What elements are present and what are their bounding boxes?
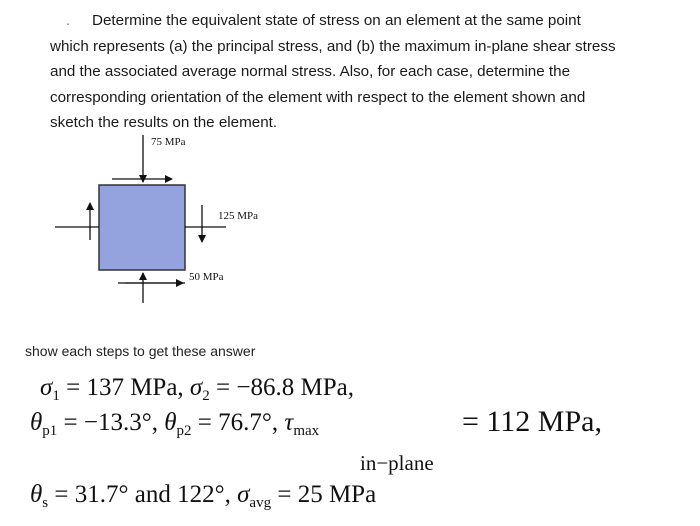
tau-max-value: = 112 MPa, <box>462 405 602 438</box>
bullet: . <box>65 12 71 29</box>
problem-line-2: which represents (a) the principal stress, and (b) the maximum in-plane shear stress <box>50 37 616 55</box>
label-125mpa: 125 MPa <box>218 210 259 222</box>
request-text: show each steps to get these answer <box>25 343 256 359</box>
stress-element <box>99 185 185 270</box>
in-plane-label: in−plane <box>360 451 434 475</box>
problem-statement <box>50 8 690 136</box>
answer-line-2: $\theta_{p1} = -13.3^\circ$, $\theta_{p2} = 76.7^\circ$, $\tau_{max}$ <box>30 409 320 439</box>
problem-line-5: sketch the results on the element. <box>50 114 278 131</box>
label-50mpa: 50 MPa <box>189 271 224 283</box>
stress-element-diagram <box>0 130 300 310</box>
answer-line-3: $\theta_s = 31.7^\circ$ and 122°, $\sigma_{avg} = 25$ MPa <box>30 481 377 511</box>
problem-line-4: corresponding orientation of the element with respect to the element shown and <box>50 88 586 106</box>
problem-line-3: and the associated average normal stress. Also, for each case, determine the <box>50 63 571 80</box>
label-75mpa: 75 MPa <box>151 136 186 148</box>
answer-line-1: $\sigma_1 = 137$ MPa, $\sigma_2 = -86.8$ MPa, <box>40 374 354 404</box>
problem-line-1: . Determine the equivalent state of stress on an element at the same point <box>50 8 690 34</box>
